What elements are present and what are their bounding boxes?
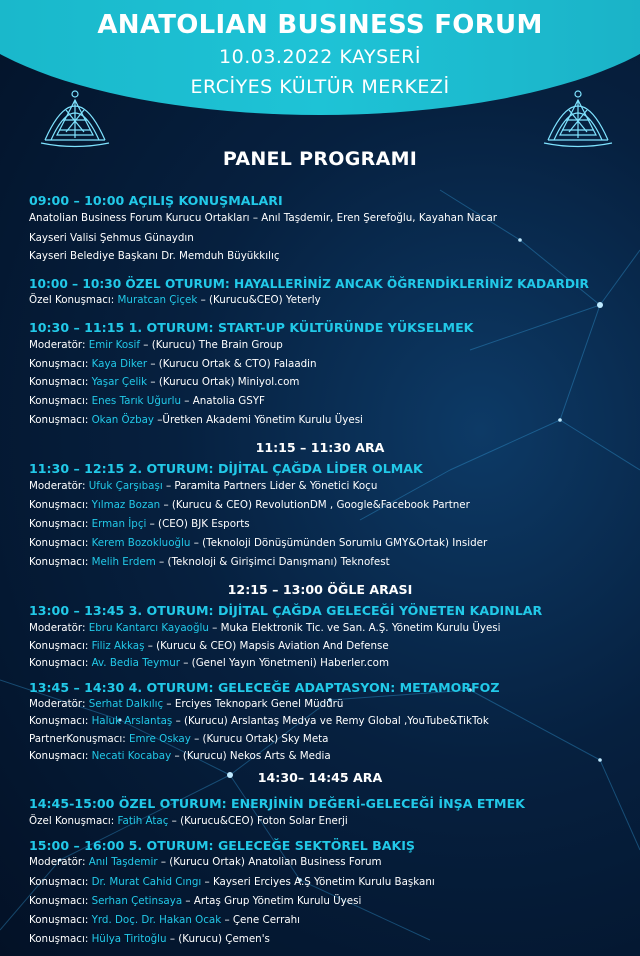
session-line: Konuşmacı: Yrd. Doç. Dr. Hakan Ocak – Çene Cerrahı <box>29 914 301 926</box>
session-line: Moderatör: Ebru Kantarcı Kayaoğlu – Muka Elektronik Tic. ve San. A.Ş. Yönetim Kurulu Üyesi <box>29 622 501 634</box>
forum-title: ANATOLIAN BUSINESS FORUM <box>97 10 543 40</box>
session-line: Konuşmacı: Yılmaz Bozan – (Kurucu & CEO) RevolutionDM , Google&Facebook Partner <box>29 499 470 511</box>
session-line: Konuşmacı: Erman İpçi – (CEO) BJK Esports <box>29 518 250 530</box>
session-line: Konuşmacı: Yaşar Çelik – (Kurucu Ortak) Miniyol.com <box>29 376 300 388</box>
seljuk-emblem-icon <box>37 80 113 148</box>
break-time: 11:15 – 11:30 ARA <box>255 440 385 455</box>
session-line: Anatolian Business Forum Kurucu Ortakları – Anıl Taşdemir, Eren Şerefoğlu, Kayahan Nacar <box>29 212 497 224</box>
panel-title: PANEL PROGRAMI <box>222 148 418 170</box>
session-line: Moderatör: Anıl Taşdemir – (Kurucu Ortak) Anatolian Business Forum <box>29 856 382 868</box>
session-heading: 11:30 – 12:15 2. OTURUM: DİJİTAL ÇAĞDA LİDER OLMAK <box>29 461 423 476</box>
session-line: Kayseri Valisi Şehmus Günaydın <box>29 232 194 244</box>
session-line: Konuşmacı: Filiz Akkaş – (Kurucu & CEO) Mapsis Aviation And Defense <box>29 640 389 652</box>
session-heading: 15:00 – 16:00 5. OTURUM: GELECEĞE SEKTÖREL BAKIŞ <box>29 838 415 853</box>
event-date: 10.03.2022 KAYSERİ <box>219 46 421 68</box>
session-line: Moderatör: Serhat Dalkılıç – Erciyes Teknopark Genel Müdürü <box>29 698 344 710</box>
session-line: Özel Konuşmacı: Fatih Ataç – (Kurucu&CEO) Foton Solar Enerji <box>29 815 348 827</box>
session-line: Konuşmacı: Serhan Çetinsaya – Artaş Grup Yönetim Kurulu Üyesi <box>29 895 362 907</box>
session-line: Konuşmacı: Dr. Murat Cahid Cıngı – Kayseri Erciyes A.Ş Yönetim Kurulu Başkanı <box>29 876 435 888</box>
event-venue: ERCİYES KÜLTÜR MERKEZİ <box>190 76 450 98</box>
session-line: Konuşmacı: Kerem Bozokluoğlu – (Teknoloji Dönüşümünden Sorumlu GMY&Ortak) Insider <box>29 537 488 549</box>
session-line: Konuşmacı: Okan Özbay –Üretken Akademi Yönetim Kurulu Üyesi <box>29 414 363 426</box>
session-heading: 09:00 – 10:00 AÇILIŞ KONUŞMALARI <box>29 193 283 208</box>
seljuk-emblem-icon <box>540 80 616 148</box>
session-line: Konuşmacı: Melih Erdem – (Teknoloji & Girişimci Danışmanı) Teknofest <box>29 556 390 568</box>
session-heading: 14:45-15:00 ÖZEL OTURUM: ENERJİNİN DEĞERİ-GELECEĞİ İNŞA ETMEK <box>29 796 525 811</box>
session-line: Moderatör: Ufuk Çarşıbaşı – Paramita Partners Lider & Yönetici Koçu <box>29 480 378 492</box>
session-heading: 13:00 – 13:45 3. OTURUM: DİJİTAL ÇAĞDA GELECEĞİ YÖNETEN KADINLAR <box>29 603 543 618</box>
session-line: Özel Konuşmacı: Muratcan Çiçek – (Kurucu&CEO) Yeterly <box>29 294 321 306</box>
session-line: Konuşmacı: Kaya Diker – (Kurucu Ortak & CTO) Falaadin <box>29 358 317 370</box>
session-line: PartnerKonuşmacı: Emre Oskay – (Kurucu Ortak) Sky Meta <box>29 733 329 745</box>
session-line: Konuşmacı: Enes Tarık Uğurlu – Anatolia GSYF <box>29 395 265 407</box>
session-line: Moderatör: Emir Kosif – (Kurucu) The Brain Group <box>29 339 283 351</box>
session-line: Kayseri Belediye Başkanı Dr. Memduh Büyükkılıç <box>29 250 280 262</box>
session-heading: 13:45 – 14:30 4. OTURUM: GELECEĞE ADAPTASYON: METAMORFOZ <box>29 680 500 695</box>
break-time: 12:15 – 13:00 ÖĞLE ARASI <box>227 582 413 597</box>
session-line: Konuşmacı: Av. Bedia Teymur – (Genel Yayın Yönetmeni) Haberler.com <box>29 657 390 669</box>
break-time: 14:30– 14:45 ARA <box>257 770 383 785</box>
session-line: Konuşmacı: Hülya Tiritoğlu – (Kurucu) Çemen's <box>29 933 270 945</box>
session-heading: 10:00 – 10:30 ÖZEL OTURUM: HAYALLERİNİZ ANCAK ÖĞRENDİKLERİNİZ KADARDIR <box>29 277 589 291</box>
session-line: Konuşmacı: Haluk Arslantaş – (Kurucu) Arslantaş Medya ve Remy Global ,YouTube&TikTok <box>29 715 489 727</box>
session-heading: 10:30 – 11:15 1. OTURUM: START-UP KÜLTÜRÜNDE YÜKSELMEK <box>29 320 474 335</box>
session-line: Konuşmacı: Necati Kocabay – (Kurucu) Nekos Arts & Media <box>29 750 331 762</box>
